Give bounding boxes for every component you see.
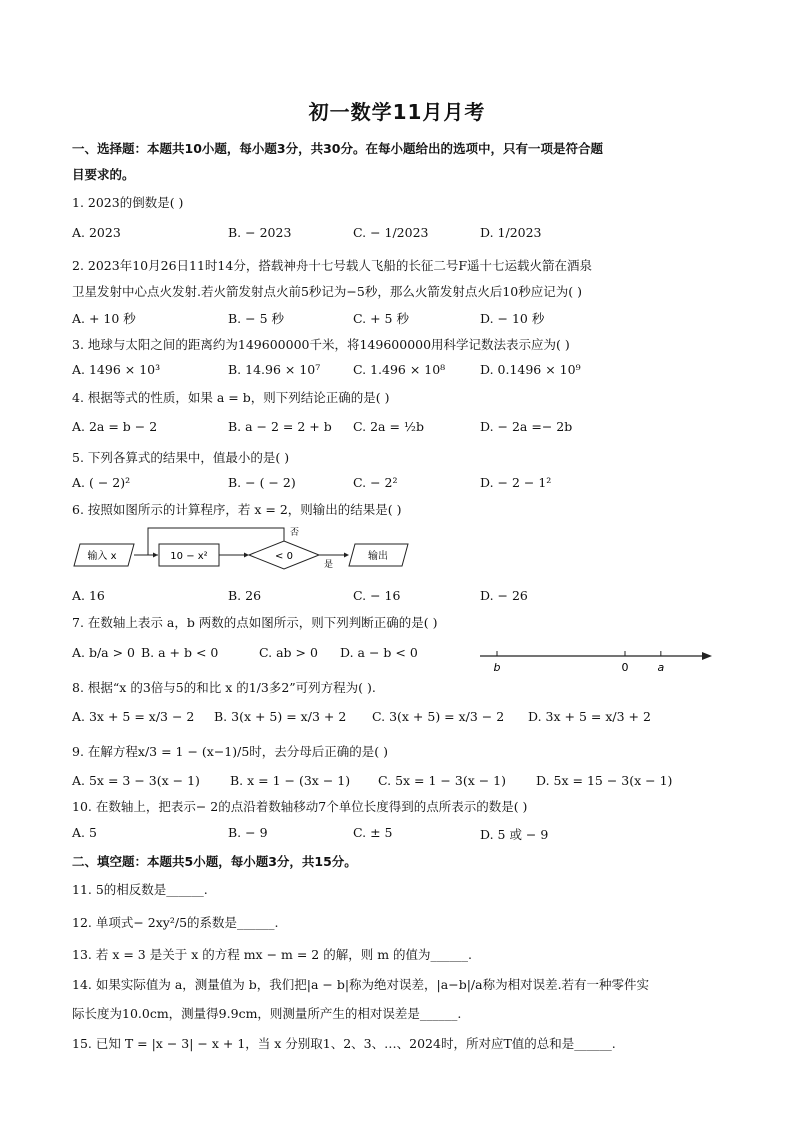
question-9-option-b: B. x = 1 − (3x − 1) (230, 773, 351, 788)
question-7-option-c: C. ab > 0 (259, 645, 318, 660)
question-4-option-b: B. a − 2 = 2 + b (228, 419, 332, 434)
number-line-label-0: 0 (621, 661, 629, 674)
question-2-option-c: C. + 5 秒 (353, 311, 409, 326)
question-7-option-b: B. a + b < 0 (141, 645, 219, 660)
question-3-option-a: A. 1496 × 10³ (72, 362, 161, 377)
question-8-option-d: D. 3x + 5 = x/3 + 2 (528, 709, 651, 724)
flowchart-decision-label: < 0 (275, 551, 293, 562)
question-2-option-a: A. + 10 秒 (72, 311, 136, 326)
question-5-option-b: B. − ( − 2) (228, 475, 296, 490)
question-8-option-a: A. 3x + 5 = x/3 − 2 (72, 709, 195, 724)
flowchart-arrowhead-3 (344, 553, 349, 558)
question-7-stem: 7. 在数轴上表示 a，b 两数的点如图所示，则下列判断正确的是( ) (72, 615, 438, 630)
question-1-stem: 1. 2023的倒数是( ) (72, 195, 184, 210)
fill-question-15: 15. 已知 T = |x − 3| − x + 1，当 x 分别取1、2、3、…、2024时，所对应T值的总和是______. (72, 1036, 616, 1051)
question-3-option-c: C. 1.496 × 10⁸ (353, 362, 446, 377)
question-5-stem: 5. 下列各算式的结果中，值最小的是( ) (72, 450, 290, 465)
question-9-stem: 9. 在解方程x/3 = 1 − (x−1)/5时，去分母后正确的是( ) (72, 744, 389, 759)
number-line-label-b: b (493, 661, 501, 674)
question-4-option-d: D. − 2a =− 2b (480, 419, 573, 434)
flowchart-process-label: 10 − x² (170, 551, 208, 562)
question-5-option-c: C. − 2² (353, 475, 398, 490)
question-2-option-d: D. − 10 秒 (480, 311, 545, 326)
question-10-option-a: A. 5 (72, 825, 97, 840)
question-3-option-b: B. 14.96 × 10⁷ (228, 362, 321, 377)
fill-question-14-line2: 际长度为10.0cm，测量得9.9cm，则测量所产生的相对误差是______. (72, 1006, 462, 1021)
question-1-option-d: D. 1/2023 (480, 225, 542, 240)
question-8-stem: 8. 根据“x 的3倍与5的和比 x 的1/3多2”可列方程为( ). (72, 680, 376, 695)
question-4-stem: 4. 根据等式的性质，如果 a = b，则下列结论正确的是( ) (72, 390, 390, 405)
question-9-option-c: C. 5x = 1 − 3(x − 1) (378, 773, 506, 788)
section-2-heading: 二、填空题：本题共5小题，每小题3分，共15分。 (72, 854, 357, 869)
question-10-option-d: D. 5 或 − 9 (480, 827, 549, 842)
question-10-stem: 10. 在数轴上，把表示− 2的点沿着数轴移动7个单位长度得到的点所表示的数是( ) (72, 799, 528, 814)
fill-question-14-line1: 14. 如果实际值为 a，测量值为 b，我们把|a − b|称为绝对误差，|a−b|/a称为相对误差.若有一种零件实 (72, 977, 650, 992)
question-2-option-b: B. − 5 秒 (228, 311, 285, 326)
question-4-option-a: A. 2a = b − 2 (72, 419, 158, 434)
fill-question-12: 12. 单项式− 2xy²/5的系数是______. (72, 915, 279, 930)
question-7-option-a: A. b/a > 0 (72, 645, 136, 660)
question-3-stem: 3. 地球与太阳之间的距离约为149600000千米，将149600000用科学记数法表示应为( ) (72, 337, 570, 352)
fill-question-13: 13. 若 x = 3 是关于 x 的方程 mx − m = 2 的解，则 m 的值为______. (72, 947, 472, 962)
section-1-heading-line2: 目要求的。 (72, 167, 135, 182)
number-line (478, 642, 718, 676)
question-6-option-a: A. 16 (72, 588, 105, 603)
question-10-option-b: B. − 9 (228, 825, 268, 840)
question-6-stem: 6. 按照如图所示的计算程序，若 x = 2，则输出的结果是( ) (72, 502, 402, 517)
question-8-option-b: B. 3(x + 5) = x/3 + 2 (214, 709, 347, 724)
question-3-option-d: D. 0.1496 × 10⁹ (480, 362, 581, 377)
question-5-option-a: A. ( − 2)² (72, 475, 131, 490)
flowchart-input-label: 输入 x (87, 551, 117, 562)
question-6-option-b: B. 26 (228, 588, 262, 603)
question-9-option-d: D. 5x = 15 − 3(x − 1) (536, 773, 673, 788)
flowchart-loop-line (148, 528, 284, 555)
question-1-option-b: B. − 2023 (228, 225, 292, 240)
question-7-option-d: D. a − b < 0 (340, 645, 418, 660)
question-4-option-c: C. 2a = ½b (353, 419, 425, 434)
flowchart-no-label: 否 (290, 528, 300, 538)
question-8-option-c: C. 3(x + 5) = x/3 − 2 (372, 709, 505, 724)
flowchart-output-label: 输出 (368, 551, 388, 562)
question-1-option-a: A. 2023 (72, 225, 121, 240)
question-2-stem-line1: 2. 2023年10月26日11时14分，搭载神舟十七号载人飞船的长征二号F遥十七运载火箭在酒泉 (72, 258, 593, 273)
question-5-option-d: D. − 2 − 1² (480, 475, 552, 490)
question-9-option-a: A. 5x = 3 − 3(x − 1) (72, 773, 200, 788)
flowchart-yes-label: 是 (324, 560, 334, 570)
question-1-option-c: C. − 1/2023 (353, 225, 429, 240)
number-line-label-a: a (657, 661, 665, 674)
flowchart-arrowhead-1 (153, 553, 158, 558)
fill-question-11: 11. 5的相反数是______. (72, 882, 208, 897)
section-1-heading-line1: 一、选择题：本题共10小题，每小题3分，共30分。在每小题给出的选项中，只有一项是符合题 (72, 141, 603, 156)
question-6-option-c: C. − 16 (353, 588, 401, 603)
question-6-option-d: D. − 26 (480, 588, 528, 603)
number-line-arrowhead (702, 652, 712, 660)
flowchart (72, 522, 422, 582)
page-title: 初一数学11月月考 (308, 100, 486, 124)
question-10-option-c: C. ± 5 (353, 825, 393, 840)
question-2-stem-line2: 卫星发射中心点火发射.若火箭发射点火前5秒记为−5秒，那么火箭发射点火后10秒应记为( ) (72, 284, 582, 299)
